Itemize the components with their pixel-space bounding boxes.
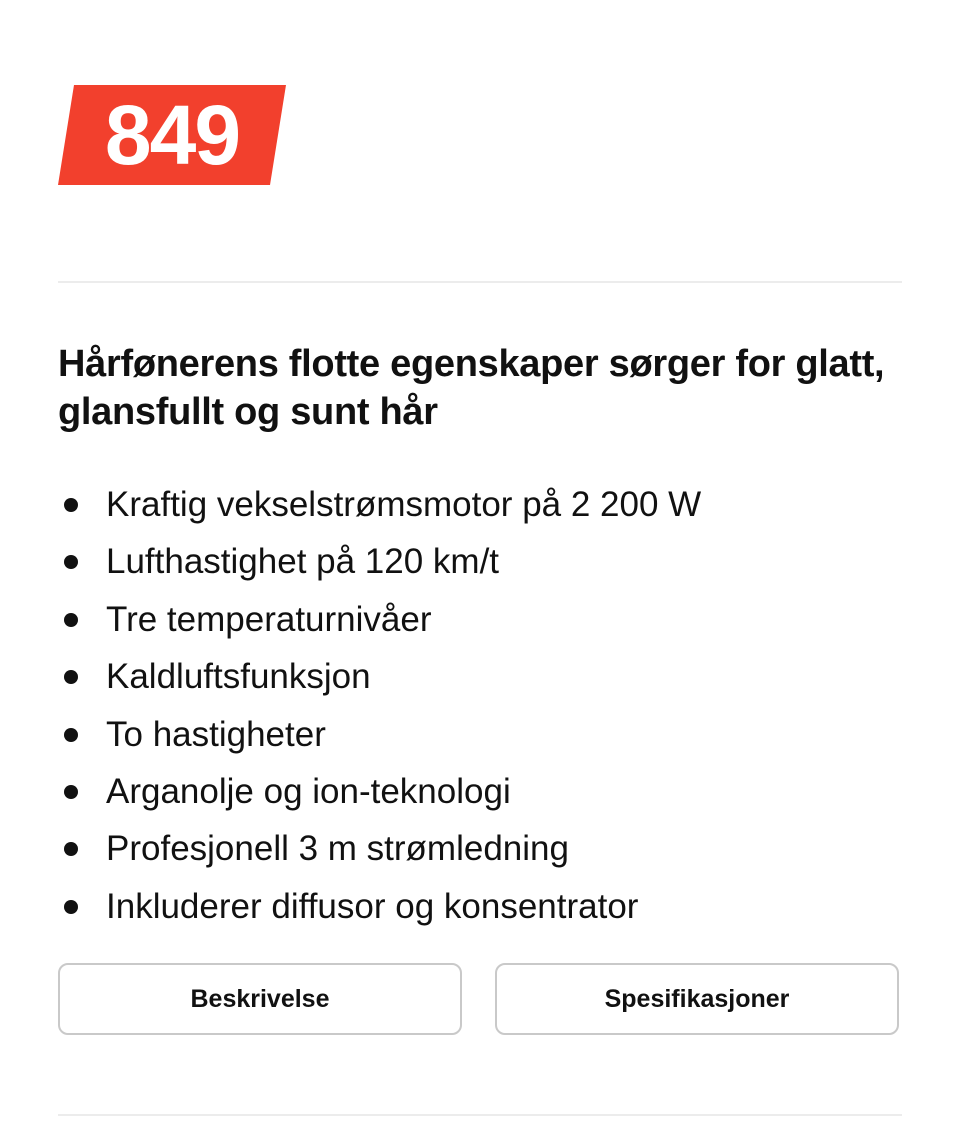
feature-text: Inkluderer diffusor og konsentrator — [106, 886, 639, 926]
feature-text: Profesjonell 3 m strømledning — [106, 829, 569, 869]
divider-top — [58, 281, 902, 283]
specifications-button[interactable]: Spesifikasjoner — [495, 963, 899, 1035]
description-button[interactable]: Beskrivelse — [58, 963, 462, 1035]
bullet-icon — [64, 785, 78, 799]
divider-bottom — [58, 1114, 902, 1116]
price-value: 849 — [104, 88, 240, 182]
bullet-icon — [64, 613, 78, 627]
feature-item — [58, 706, 701, 763]
feature-text: Tre temperaturnivåer — [106, 599, 432, 639]
bullet-icon — [64, 670, 78, 684]
feature-list — [58, 476, 701, 935]
price-badge — [58, 85, 286, 185]
feature-item — [58, 533, 701, 590]
feature-item — [58, 591, 701, 648]
product-headline: Hårfønerens flotte egenskaper sørger for glatt, glansfullt og sunt hår — [58, 343, 885, 433]
feature-text: Lufthastighet på 120 km/t — [106, 542, 500, 582]
bullet-icon — [64, 555, 78, 569]
bullet-icon — [64, 842, 78, 856]
feature-item — [58, 763, 701, 820]
feature-item — [58, 476, 701, 533]
bullet-icon — [64, 498, 78, 512]
feature-item — [58, 820, 701, 877]
feature-text: Kraftig vekselstrømsmotor på 2 200 W — [106, 485, 702, 524]
feature-item — [58, 648, 701, 705]
bullet-icon — [64, 900, 78, 914]
feature-item — [58, 878, 701, 935]
feature-text: Arganolje og ion-teknologi — [106, 771, 511, 811]
bullet-icon — [64, 728, 78, 742]
feature-text: Kaldluftsfunksjon — [106, 657, 371, 697]
feature-text: To hastigheter — [106, 714, 326, 754]
